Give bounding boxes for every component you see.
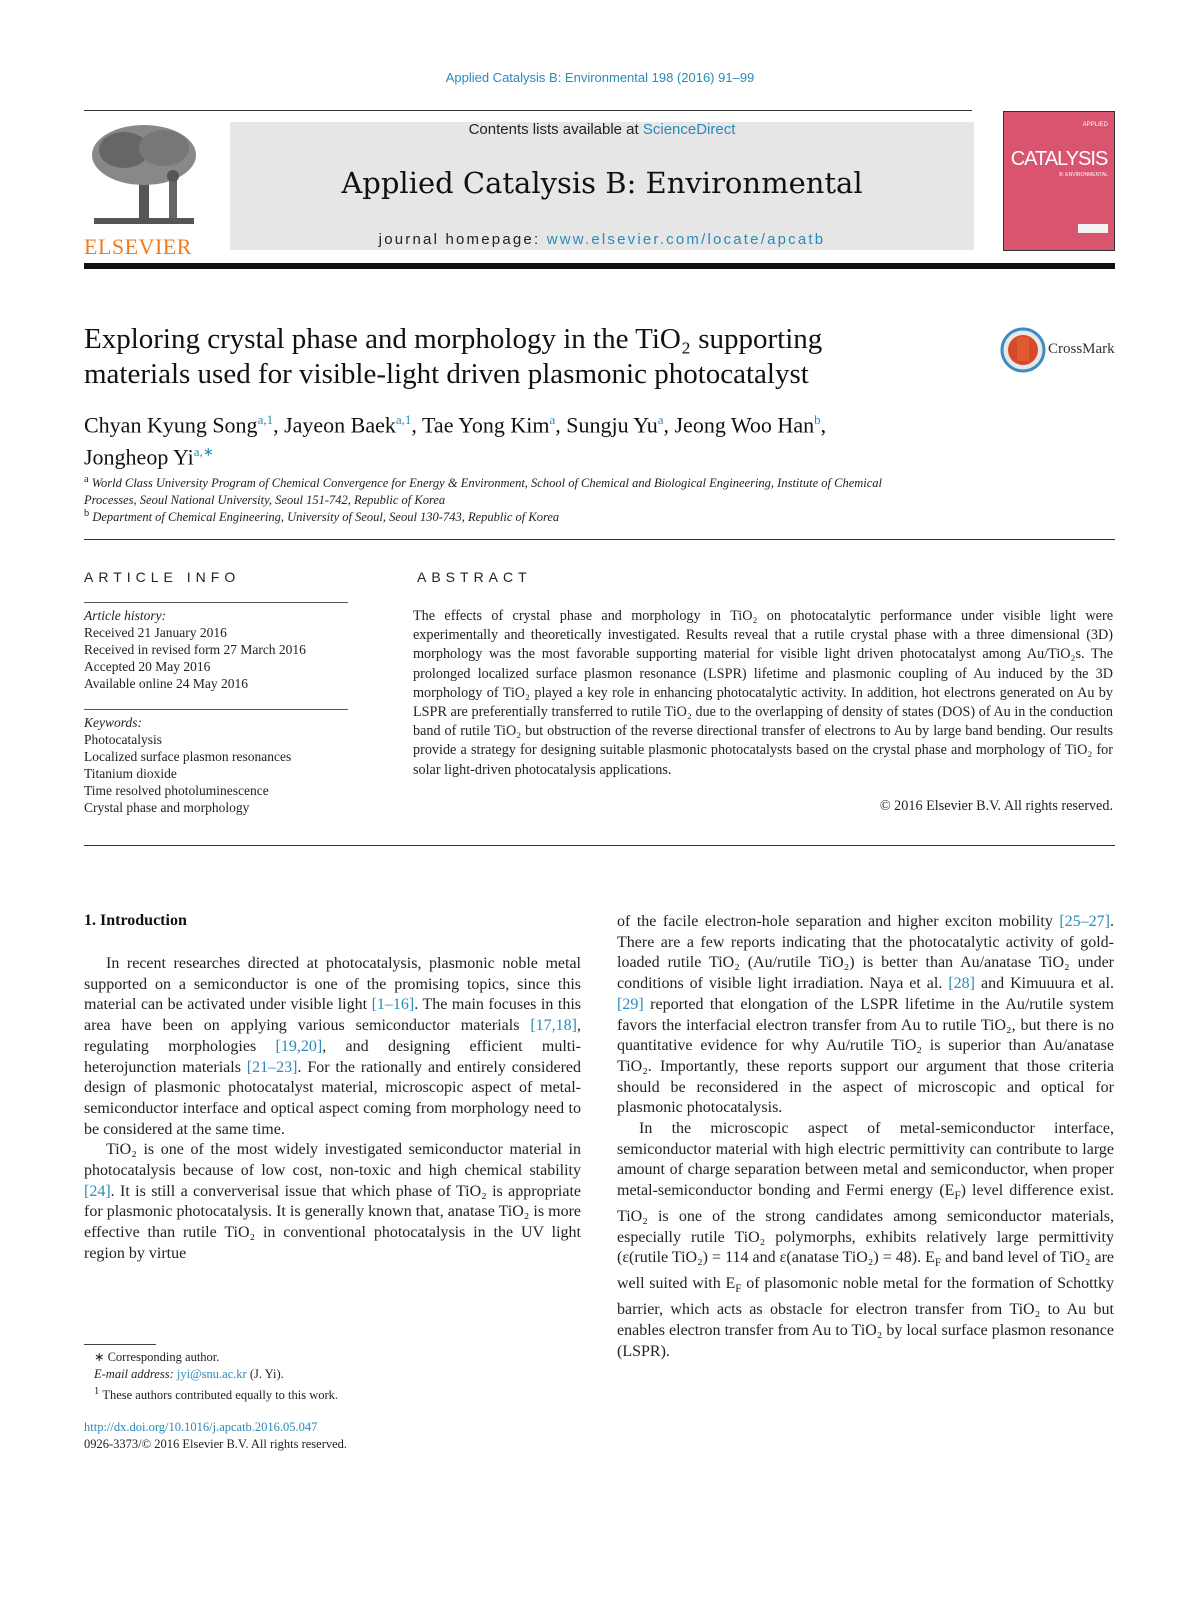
cover-subtitle: B: ENVIRONMENTAL [1059,172,1108,178]
keyword-item: Localized surface plasmon resonances [84,749,292,764]
footnote-equal-text: These authors contributed equally to this work. [102,1388,339,1403]
cover-title: CATALYSIS [1010,148,1108,170]
cover-small-label: APPLIED [1082,122,1108,128]
citation-link[interactable]: [25–27] [1059,913,1110,930]
text-run: In recent researches directed at photocatalysis, plasmonic noble metal supported on a semiconductor is one of the promising topics, since this material can be activated under visible light [84,955,581,1014]
email-label: E-mail address: [94,1367,177,1381]
author-separator: , [273,412,285,438]
history-item: Received in revised form 27 March 2016 [84,642,306,657]
author-separator: , [663,412,675,438]
paragraph-left-1 [84,954,581,1140]
history-item: Received 21 January 2016 [84,625,227,640]
info-top-rule [84,539,1115,540]
citation-link[interactable]: [1–16] [371,996,415,1014]
keyword-item: Photocatalysis [84,732,162,747]
author-separator: , [555,412,567,438]
citation-link[interactable]: [29] [617,995,644,1013]
text-run: . For the rationally and entirely considered design of plasmonic photocatalyst material, microscopic aspect of metal-semiconductor interface and optical aspect coming from morphology need to be considered at the same time. [84,1058,582,1138]
crossmark-label: CrossMark [1048,341,1115,357]
text-run: , and designing efficient multi-heterojunction materials [84,1037,582,1076]
cover-badge [1078,224,1108,233]
author-separator: , [411,412,423,438]
footnote-equal-contribution [94,1383,494,1404]
doi-link[interactable]: http://dx.doi.org/10.1016/j.apcatb.2016.05.047 [84,1420,318,1434]
subscript: F [954,1190,961,1203]
author-affiliation-mark[interactable]: a,1 [257,412,274,427]
text-run: . There are a few reports indicating that the photocatalytic activity of gold-loaded rutile TiO₂ (Au/rutile TiO₂) is better than Au/anatase TiO₂ under conditions of visible light irradiation. Naya et al. [617,913,1114,993]
article-info-rule [84,602,348,603]
homepage-link[interactable]: www.elsevier.com/locate/apcatb [546,231,826,248]
keyword-item: Time resolved photoluminescence [84,783,269,798]
author-affiliation-mark[interactable]: b [814,412,821,427]
abstract-copyright: © 2016 Elsevier B.V. All rights reserved. [879,798,1113,814]
subscript: F [934,1257,942,1270]
text-run: . It is still a conververisal issue that which phase of TiO₂ is appropriate for plasmonic photocatalysis. It is generally known that, anatase TiO₂ is more effective than rutile TiO₂ in conventional photocatalysis in the UV light region by virtue [84,1182,581,1262]
affiliation-a-line2: Processes, Seoul National University, Seoul 151-742, Republic of Korea [84,493,446,508]
footnote-rule [84,1344,156,1345]
citation-link[interactable]: [24] [84,1182,111,1200]
article-info-heading: ARTICLE INFO [84,569,241,585]
author-name[interactable]: Sungju Yu [566,412,658,438]
citation-link[interactable]: [21–23] [246,1058,298,1076]
affiliation-a-mark: a [84,474,89,485]
keywords-rule [84,709,348,710]
subscript: F [735,1283,742,1296]
text-run: In the microscopic aspect of metal-semiconductor interface, semiconductor material with high electric permittivity can contribute to large amount of charge separation between metal and semiconductor, when proper metal-semiconductor bonding and Fermi energy (E [617,1120,1114,1200]
text-run: and band level of TiO₂ are well suited with E [617,1249,1115,1293]
footnotes [94,1349,494,1404]
text-run: and Kimuuura et al. [975,975,1114,993]
journal-cover[interactable] [1003,111,1115,251]
footnote-corresponding: ∗ Corresponding author. [94,1350,220,1364]
author-name[interactable]: Jeong Woo Han [674,412,815,438]
author-name[interactable]: Tae Yong Kim [422,412,550,438]
affiliation-b-mark: b [84,508,90,519]
affiliation-b-text: Department of Chemical Engineering, University of Seoul, Seoul 130-743, Republic of Korea [92,510,560,525]
issn-line: 0926-3373/© 2016 Elsevier B.V. All rights reserved. [84,1437,348,1451]
citation-link[interactable]: [19,20] [275,1037,323,1055]
header-bottom-rule [84,263,1115,269]
text-run: ) level difference exist. TiO₂ is one of the strong candidates among semiconductor materials, especially rutile TiO₂ polymorphs, exhibits relatively large permittivity (ε(rutile TiO₂) = 114 and ε(anatase TiO₂) = 48). E [617,1182,1115,1267]
history-label: Article history: [84,608,167,623]
article-history [84,607,354,692]
email-suffix: (J. Yi). [246,1367,284,1381]
section-heading-introduction: 1. Introduction [84,912,187,929]
text-run: . The main focuses in this area have been on applying various semiconductor materials [84,996,582,1035]
keywords-block [84,714,354,816]
tree-icon [84,120,204,230]
history-list [84,624,354,692]
author-separator: , [820,412,827,438]
text-run: , regulating morphologies [84,1017,581,1055]
journal-homepage [230,231,974,248]
body-right-column [617,912,1114,1362]
text-run: TiO₂ is one of the most widely investigated semiconductor material in photocatalysis because of low cost, non-toxic and high chemical stability [84,1141,581,1180]
contents-line [230,121,974,138]
abstract-text: The effects of crystal phase and morphology in TiO₂ on photocatalytic performance under visible light were experimentally and theoretically investigated. Results reveal that a rutile crystal phase with a three dimensional (3D) morphology was the most favorable supporting material for visible light driven photocatalyst among Au/TiO₂s. The prolonged localized surface plasmon resonance (LSPR) lifetime and plasmonic coupling of Au induced by the 3D morphology of TiO₂ played a key role in enhancing photocatalytic activity. In addition, hot electrons generated on Au by LSPR are preferentially transferred to rutile TiO₂ due to the overlapping of density of states (DOS) of Au in the conduction band of rutile TiO₂ but obstruction of the reverse directional transfer of electrons to Au by large band bending. Our results provide a strategy for designing suitable plasmonic photocatalysts based on the crystal phase and morphology of TiO₂ for solar light-driven photocatalysis applications. [413,608,1113,778]
history-item: Accepted 20 May 2016 [84,659,211,674]
abstract-bottom-rule [84,845,1115,846]
keyword-list [84,731,354,816]
keyword-item: Titanium dioxide [84,766,177,781]
author-affiliation-mark[interactable]: a,∗ [193,444,214,460]
author-name[interactable]: Chyan Kyung Song [84,412,258,438]
email-link[interactable]: jyi@snu.ac.kr [176,1367,247,1381]
history-item: Available online 24 May 2016 [84,676,248,691]
abstract-heading: ABSTRACT [417,569,532,585]
author-affiliation-mark[interactable]: a [657,412,664,427]
affiliation-a [84,471,1034,509]
citation-link[interactable]: [17,18] [530,1017,577,1035]
homepage-label: journal homepage: [378,231,547,248]
body-left-column [84,954,581,1265]
elsevier-logo [84,120,204,259]
paragraph-right-2 [617,1119,1114,1362]
affiliation-a-line1: World Class University Program of Chemical Convergence for Energy & Environment, School of Chemical and Biological Engineering, Institute of Chemical [91,476,883,491]
elsevier-logo-text: ELSEVIER [84,234,192,259]
journal-title[interactable]: Applied Catalysis B: Environmental [341,166,863,200]
footnote-email [94,1366,494,1383]
title-line-2: materials used for visible-light driven plasmonic photocatalyst [84,358,809,390]
affiliation-b [84,505,1034,526]
contents-prefix: Contents lists available at [468,121,643,138]
text-run: of plasomonic noble metal for the formation of Schottky barrier, which acts as obstacle for electron transfer from TiO₂ to Au but enables electron transfer from Au to TiO₂ by local surface plasmon resonance (LSPR). [617,1275,1115,1360]
text-run: of the facile electron-hole separation and higher exciton mobility [617,913,1060,930]
author-name[interactable]: Jayeon Baek [284,412,396,438]
author-affiliation-mark[interactable]: a,1 [395,412,412,427]
paragraph-left-2 [84,1140,581,1264]
keyword-item: Crystal phase and morphology [84,800,250,815]
journal-citation[interactable]: Applied Catalysis B: Environmental 198 (2016) 91–99 [445,70,755,85]
text-run: reported that elongation of the LSPR lifetime in the Au/rutile system favors the interfacial electron transfer from Au to rutile TiO₂, but there is no quantitative evidence for why Au/rutile TiO₂ is superior than Au/anatase TiO₂. Importantly, these reports support our argument that those criteria should be reconsidered in the aspect of microscopic and optical for plasmonic photocatalysis. [617,995,1114,1117]
title-line-1: Exploring crystal phase and morphology in the TiO₂ supporting [84,323,823,355]
keywords-label: Keywords: [84,715,142,730]
header-top-rule [84,110,972,111]
author-list [84,406,1004,471]
citation-link[interactable]: [28] [948,975,975,993]
article-title [84,322,964,392]
footnote-equal-mark: 1 [94,1386,100,1397]
author-affiliation-mark[interactable]: a [549,412,556,427]
author-name[interactable]: Jongheop Yi [84,444,194,470]
crossmark-icon [1000,327,1046,373]
doi-block [84,1419,504,1453]
crossmark-badge[interactable] [1000,327,1120,375]
sciencedirect-link[interactable]: ScienceDirect [642,121,736,138]
paragraph-right-1 [617,912,1114,1119]
